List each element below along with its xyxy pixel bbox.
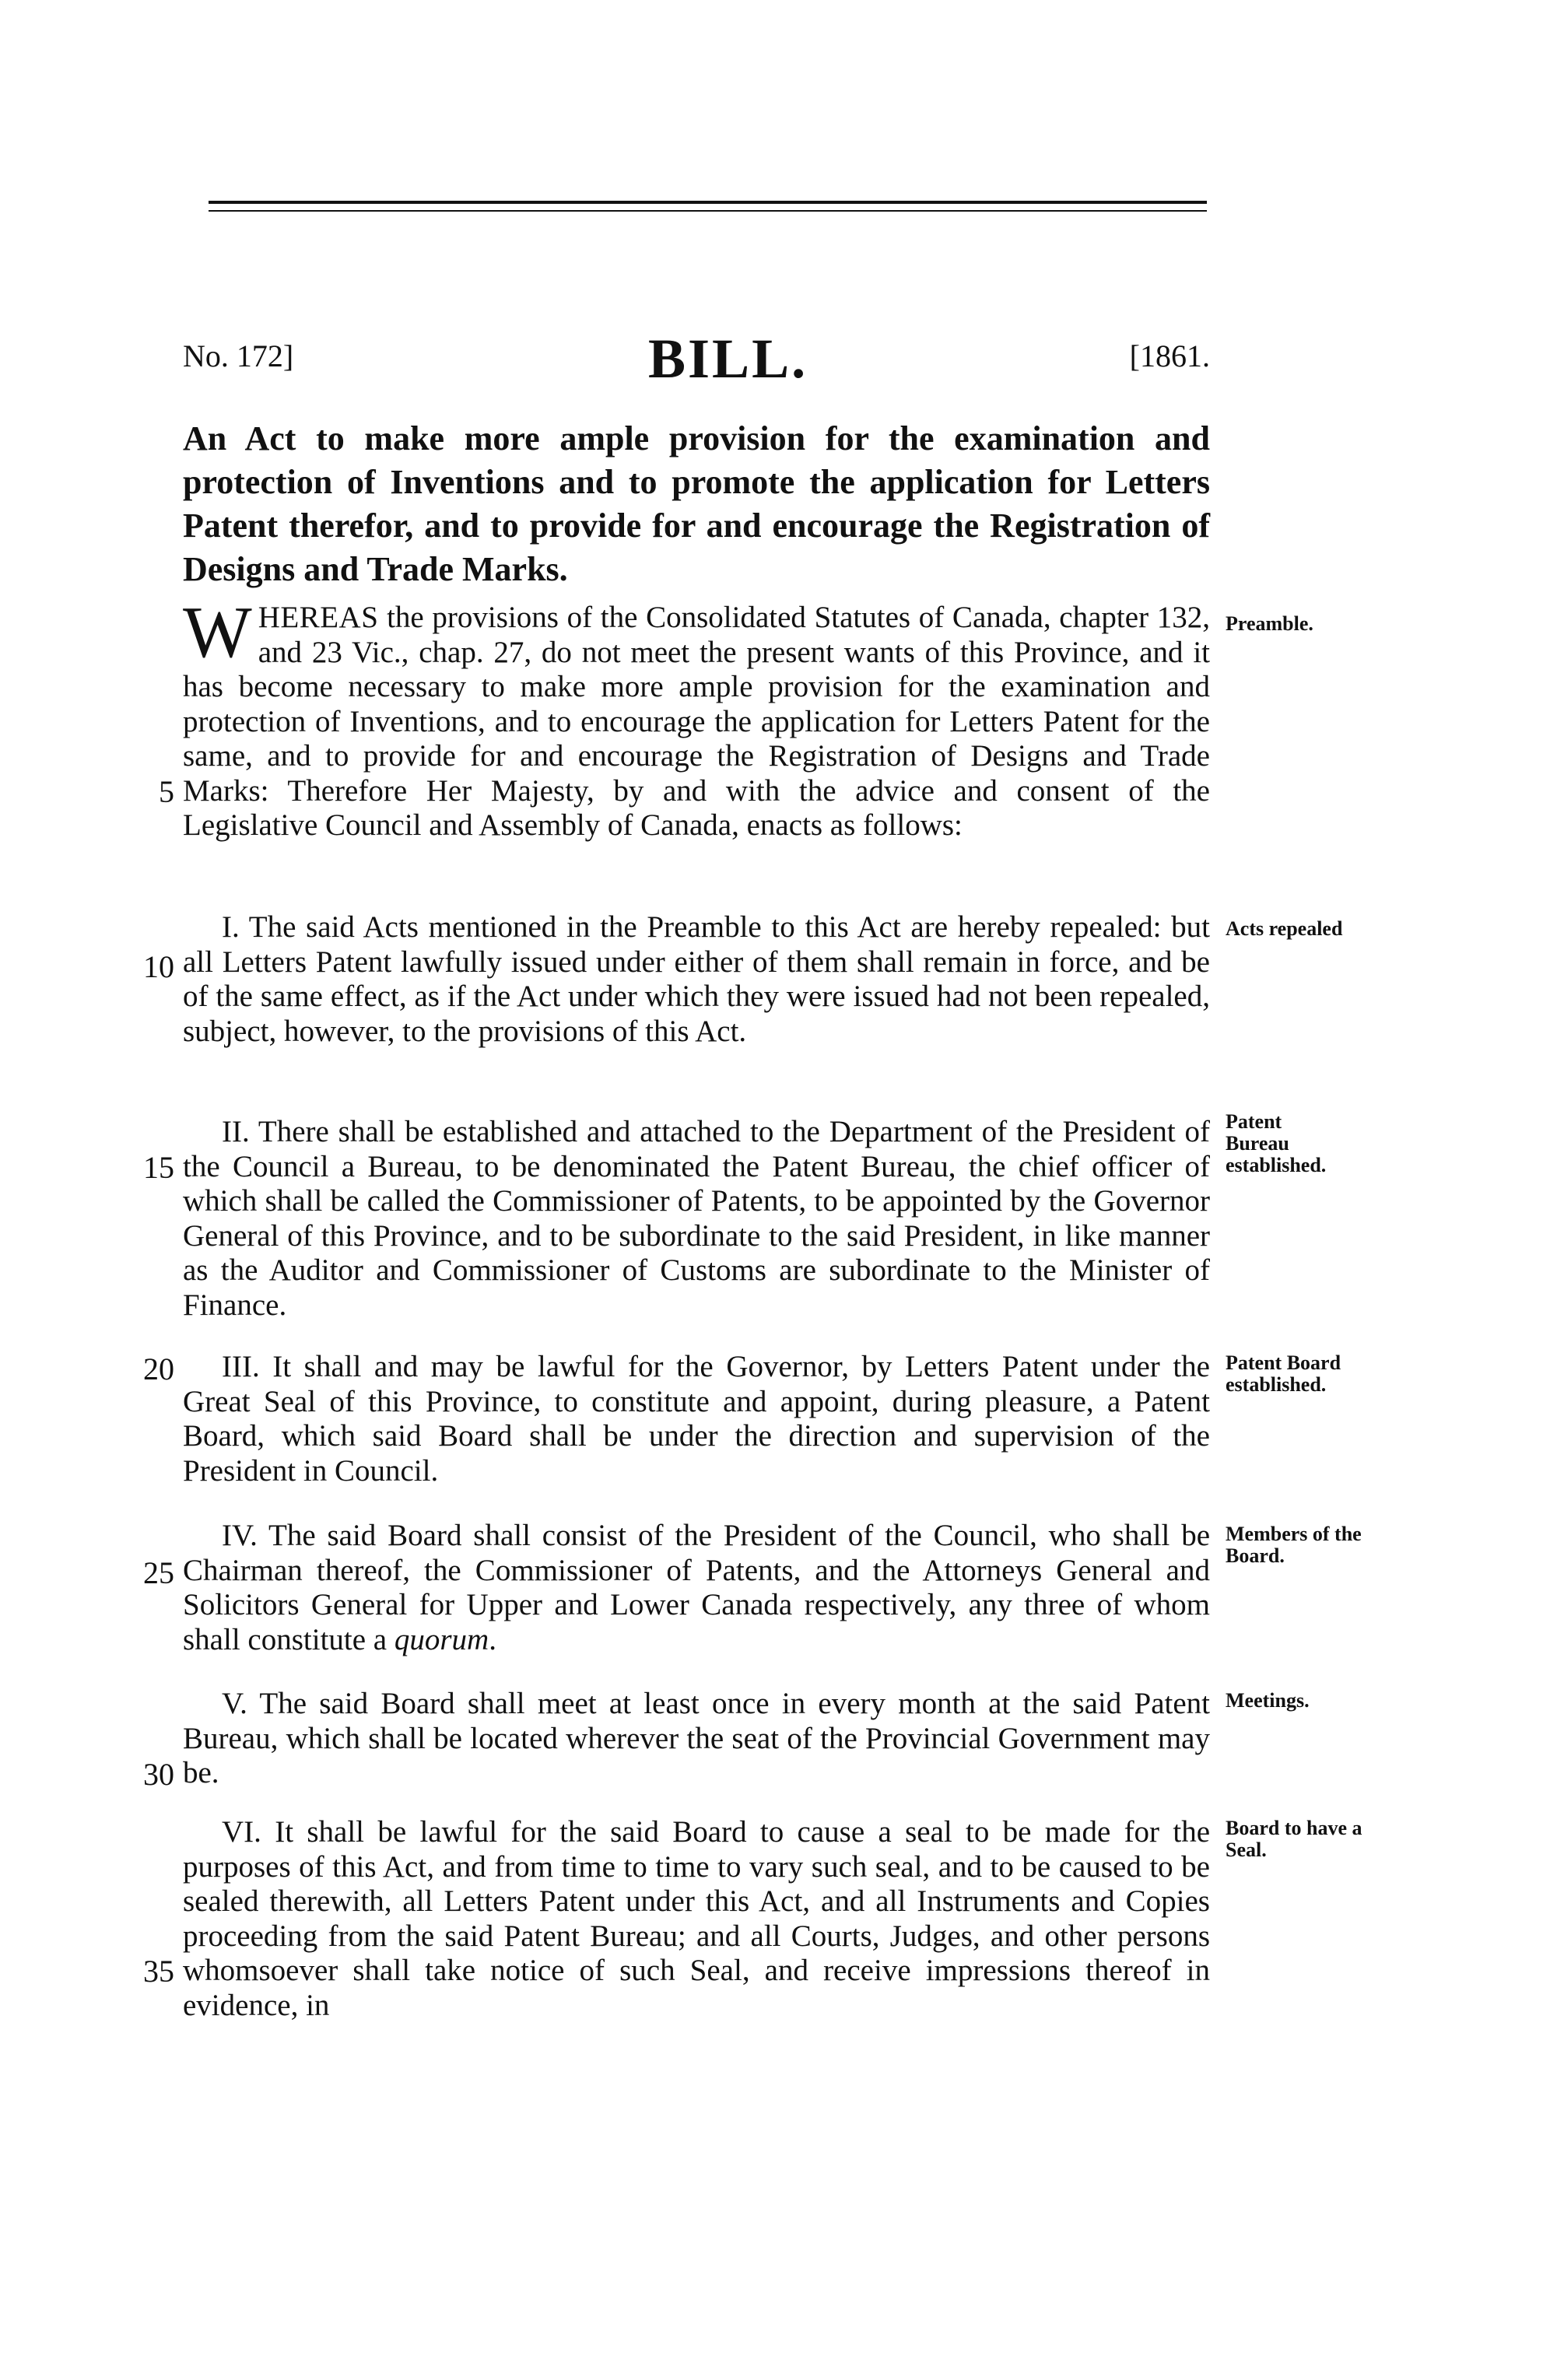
section-4-body: IV. The said Board shall consist of the President of the Council, who shall be Chairman thereof, the Commissioner of Patents, and the Attorneys General and Solicitors General for Upper and Lower Canada respectively, any three of whom shall constitute a [183, 1519, 1210, 1656]
line-number-25: 25 [143, 1555, 174, 1590]
preamble-caps: HEREAS [258, 601, 379, 634]
section-5-text: V. The said Board shall meet at least once in every month at the said Patent Bureau, which shall be located wherever the seat of the Provincial Government may be. [183, 1687, 1210, 1789]
margin-note-section-6: Board to have a Seal. [1226, 1817, 1362, 1861]
section-6 [183, 1815, 1210, 2023]
bill-year: [1861. [1129, 338, 1210, 373]
bill-header [183, 327, 1210, 389]
section-3 [183, 1350, 1210, 1488]
section-6-text: VI. It shall be lawful for the said Board to cause a seal to be made for the purposes of this Act, and from time to time to vary such seal, and to be caused to be sealed therewith, all Letters Patent under this Act, and all Instruments and Copies proceeding from the said Patent Bureau; and all Courts, Judges, and other persons whomsoever shall take notice of such Seal, and receive impressions thereof in evidence, in [183, 1815, 1210, 2022]
bill-heading: BILL. [648, 328, 808, 390]
section-3-text: III. It shall and may be lawful for the Governor, by Letters Patent under the Great Seal of this Province, to constitute and appoint, during pleasure, a Patent Board, which said Board shall be under the direction and supervision of the President in Council. [183, 1350, 1210, 1488]
margin-note-preamble: Preamble. [1226, 612, 1313, 635]
section-4-tail: . [489, 1622, 496, 1656]
section-5 [183, 1687, 1210, 1791]
preamble-text: the provisions of the Consolidated Statutes of Canada, chapter 132, and 23 Vic., chap. 27, do not meet the present wants of this Province, and it has become necessary to make more ample provision for the examination and protection of Inventions, and to encourage the application for Letters Patent for the same, and to provide for and encourage the Registration of Designs and Trade Marks: Therefore Her Majesty, by and with the advice and consent of the Legislative Council and Assembly of Canada, enacts as follows: [183, 601, 1210, 842]
margin-note-section-5: Meetings. [1226, 1689, 1310, 1712]
line-number-35: 35 [143, 1954, 174, 1989]
act-title: An Act to make more ample provision for the examination and protection of Inventions and to promote the application for Letters Patent therefor, and to provide for and encourage the Registration of Designs and Trade Marks. [183, 419, 1210, 588]
line-number-30: 30 [143, 1757, 174, 1792]
line-number-10: 10 [143, 949, 174, 984]
line-number-5: 5 [159, 774, 174, 809]
bill-number: No. 172] [183, 338, 294, 373]
margin-note-section-4: Members of the Board. [1226, 1523, 1362, 1567]
margin-note-section-2: Patent Bureau established. [1226, 1110, 1327, 1176]
top-double-rule [209, 201, 1207, 204]
section-2-text: II. There shall be established and attached to the Department of the President of the Council a Bureau, to be denominated the Patent Bureau, the chief officer of which shall be called the Commissioner of Patents, to be appointed by the Governor General of this Province, and to be subordinate to the said President, in like manner as the Auditor and Commissioner of Customs are subordinate to the Minister of Finance. [183, 1115, 1210, 1322]
preamble [183, 592, 1210, 843]
line-number-20: 20 [143, 1351, 174, 1386]
margin-note-section-1: Acts repealed [1226, 917, 1343, 940]
top-double-rule-thin [209, 210, 1207, 212]
preamble-dropcap: W [183, 592, 252, 673]
section-4-italic: quorum [394, 1622, 489, 1656]
line-number-15: 15 [143, 1150, 174, 1185]
section-2 [183, 1115, 1210, 1323]
section-1-text: I. The said Acts mentioned in the Preamble to this Act are hereby repealed: but all Letters Patent lawfully issued under either of them shall remain in force, and be of the same effect, as if the Act under which they were issued had not been repealed, subject, however, to the provisions of this Act. [183, 910, 1210, 1048]
section-1 [183, 910, 1210, 1049]
section-4 [183, 1519, 1210, 1657]
margin-note-section-3: Patent Board established. [1226, 1351, 1341, 1396]
section-4-text [183, 1519, 1210, 1657]
